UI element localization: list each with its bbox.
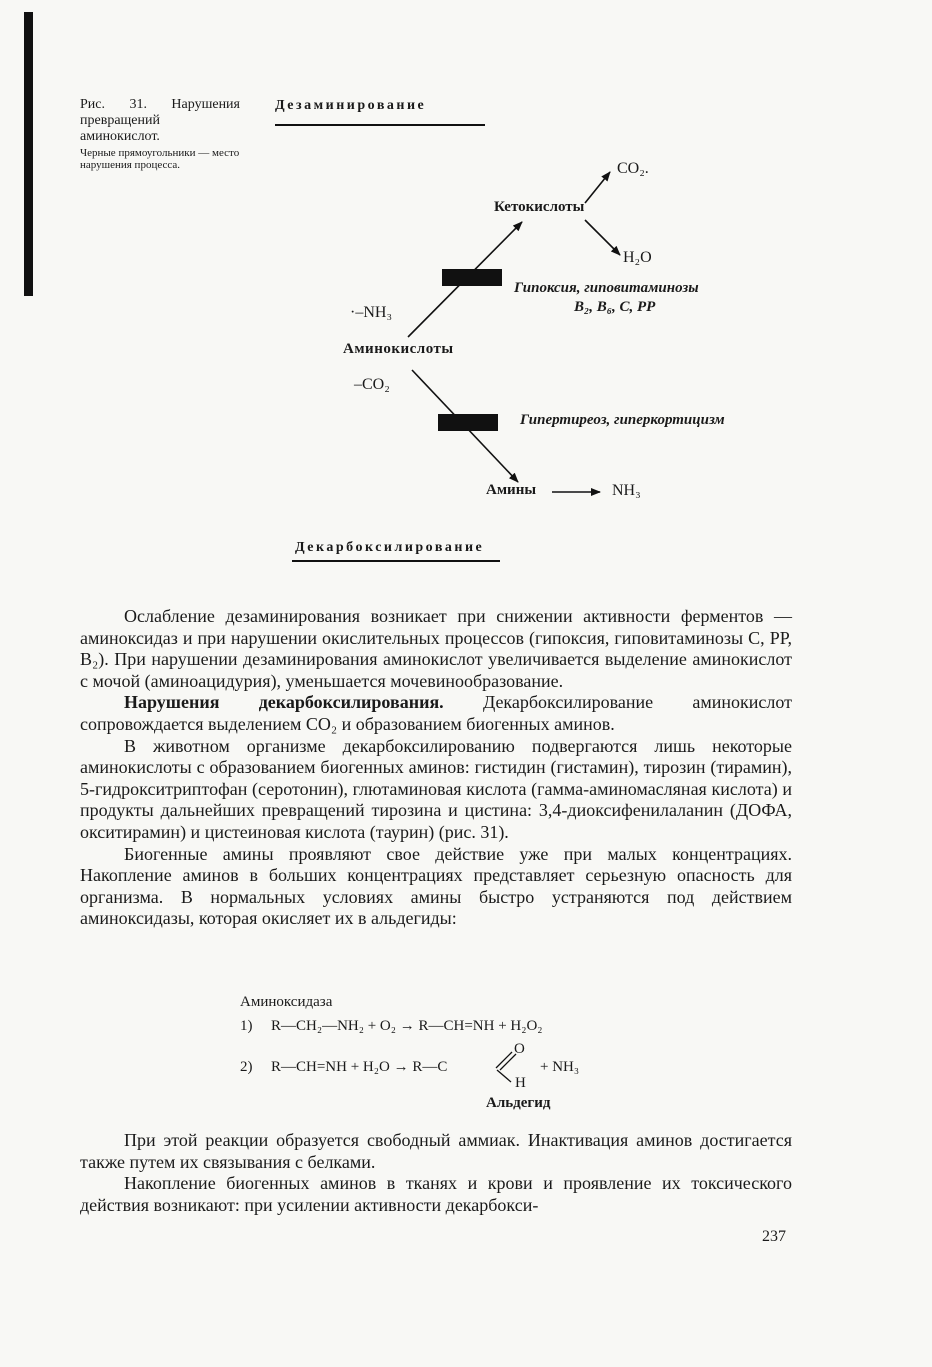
- reaction-2-number: 2): [240, 1059, 253, 1075]
- block-lower: [438, 414, 498, 431]
- diagram-svg: [0, 0, 932, 600]
- paragraph-2: [80, 692, 792, 735]
- body-text-upper: [80, 606, 792, 930]
- caption-note: Черные прямоугольники — место нарушения процесса.: [80, 147, 240, 171]
- label-amino-acids: Аминокислоты: [343, 341, 454, 357]
- heading-deamination: Дезаминирование: [275, 98, 427, 113]
- paragraph-1: Ослабление дезаминирования возникает при снижении активности ферментов — аминоксидаз и при нарушении окислительных процессов (гипоксия, гиповитаминозы С, РР, В₂). При нарушении дезаминирования аминокислот увеличивается выделение аминокислот с мочой (аминоацидурия), уменьшается мочевинообразование.: [80, 606, 792, 691]
- label-amines: Амины: [486, 482, 537, 498]
- label-block-upper: Гипоксия, гиповитаминозы: [514, 280, 699, 296]
- reaction-1: R—CH₂—NH₂ + O₂ → R—CH=NH + H₂O₂: [271, 1018, 543, 1034]
- label-block-upper-vitamins: B₂, B₆, C, PP: [574, 299, 656, 315]
- paragraph-3: В животном организме декарбоксилированию подвергаются лишь некоторые аминокислоты с образованием биогенных аминов: гистидин (гистамин), тирозин (тирамин), 5-гидрокситриптофан (серотонин), глютаминовая кислота (гамма-аминомасляная кислота) и продукты дальнейших превращений тирозина и цистина: 3,4-диоксифенилаланин (ДОФА, окситирамин) и цистеиновая кислота (таурин) (рис. 31).: [80, 735, 792, 842]
- caption-title: Рис. 31. Нарушения превращений аминокислот.: [80, 97, 240, 144]
- paragraph-6: Накопление биогенных аминов в тканях и крови и проявление их токсического действия возникают: при усилении активности декарбокси-: [80, 1173, 792, 1215]
- body-text-lower: [80, 1130, 792, 1216]
- block-upper: [442, 269, 502, 286]
- label-block-lower: Гипертиреоз, гиперкортицизм: [520, 412, 725, 428]
- aldehyde-oxygen: O: [514, 1041, 525, 1057]
- enzyme-label: Аминоксидаза: [240, 994, 333, 1010]
- label-co2-top: CO₂.: [617, 160, 649, 177]
- heading-decarboxylation: Декарбоксилирование: [295, 540, 485, 555]
- label-h2o: H₂O: [623, 249, 652, 266]
- aldehyde-hydrogen: H: [515, 1075, 526, 1091]
- paragraph-2-heading: Нарушения декарбоксилирования.: [124, 692, 444, 713]
- reaction-2-right: + NH₃: [540, 1059, 580, 1075]
- page-number: 237: [762, 1228, 786, 1245]
- reaction-1-number: 1): [240, 1018, 253, 1034]
- paragraph-5: При этой реакции образуется свободный аммиак. Инактивация аминов достигается также путем их связывания с белками.: [80, 1130, 792, 1172]
- arrow-to-h2o: [585, 220, 620, 255]
- reaction-2-left: R—CH=NH + H₂O → R—C: [271, 1059, 448, 1075]
- paragraph-4: Биогенные амины проявляют свое действие уже при малых концентрациях. Накопление аминов в больших концентрациях представляет серьезную опасность для организма. В нормальных условиях амины быстро устраняются под действием аминоксидазы, которая окисляет их в альдегиды:: [80, 843, 792, 929]
- paragraph-2-text: Декарбоксилирование аминокислот сопровождается выделением CO₂ и образованием биогенных аминов.: [80, 692, 792, 734]
- label-minus-nh3: ·–NH₃: [350, 304, 393, 321]
- aldehyde-label: Альдегид: [486, 1095, 551, 1111]
- label-minus-co2: –CO₂: [354, 376, 390, 393]
- label-ketoacids: Кетокислоты: [494, 199, 585, 215]
- label-nh3: NH₃: [612, 482, 641, 499]
- arrow-to-co2: [585, 172, 610, 203]
